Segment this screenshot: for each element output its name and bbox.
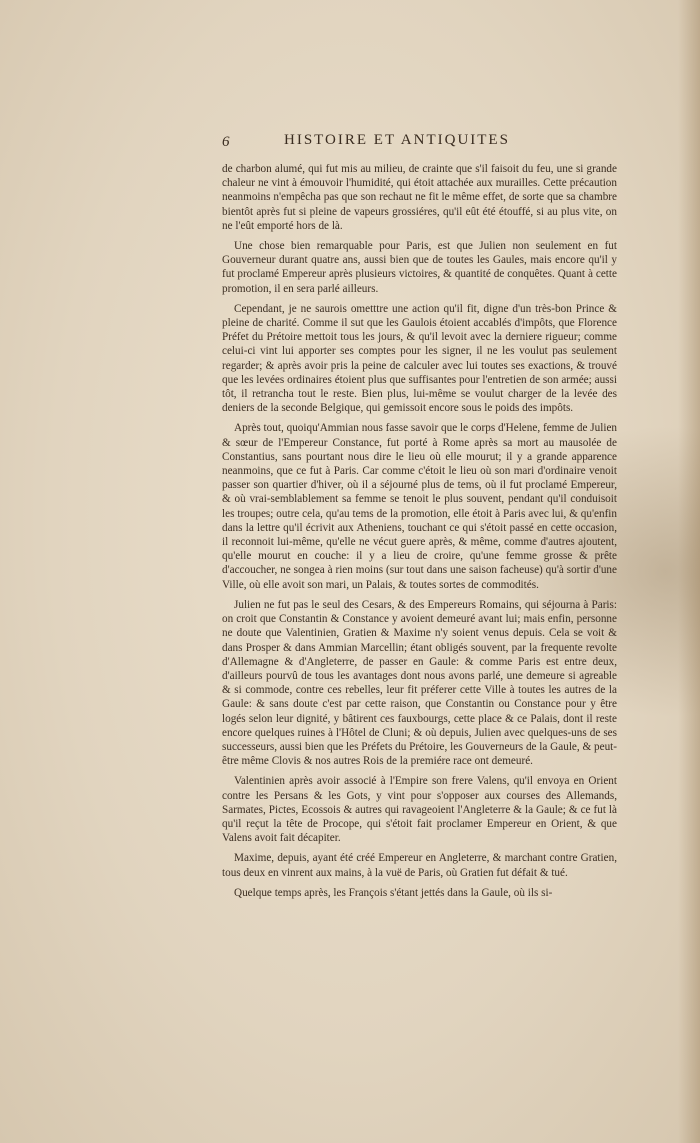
book-page bbox=[222, 132, 617, 906]
paragraph: Quelque temps après, les François s'étant jettés dans la Gaule, où ils si- bbox=[234, 886, 553, 899]
page-number: 6 bbox=[222, 134, 230, 150]
paragraph: Maxime, depuis, ayant été créé Empereur en Angleterre, & marchant contre Gratien, tous deux en vinrent aux mains, à la vuë de Paris, où Gratien fut défait & tué. bbox=[222, 852, 617, 879]
page-header bbox=[222, 132, 617, 156]
page-edge-shadow bbox=[678, 0, 700, 1143]
paragraph: Après tout, quoiqu'Ammian nous fasse savoir que le corps d'Helene, femme de Julien & sœur de l'Empereur Constance, fut porté à Rome après sa mort au mausolée de Constantius, sans pourtant nous dire le lieu où elle mourut; il y a grande apparence neanmoins, que ce fut à Paris. Car comme c'étoit le lieu où son mari d'ordinaire venoit passer son quartier d'hiver, où il a séjourné plus de tems, où il fut proclamé Empereur, & où vrai-semblablement sa femme se tenoit le plus souvent, pendant qu'il conduisoit les troupes; outre cela, qu'au tems de la promotion, elle étoit à Paris avec lui, & qu'enfin dans la lettre qu'il écrivit aux Atheniens, touchant ce qui s'étoit passé en cette occasion, il reconnoit lui-même, qu'elle ne vécut guere après, & même, comme d'autres ajoutent, qu'elle mourut en couche: il y a lieu de croire, qu'une femme grosse & prête d'accoucher, ne songea à rien moins (sur tout dans une saison facheuse) qu'à sortir d'une Ville, où elle avoit son mari, un Palais, & toutes sortes de commodités. bbox=[222, 422, 617, 591]
paragraph: Julien ne fut pas le seul des Cesars, & des Empereurs Romains, qui séjourna à Paris: on croit que Constantin & Constance y avoient demeuré avant lui; mais enfin, personne ne doute que Valentinien, Gratien & Maxime n'y soient venus depuis. Cela se voit & dans Prosper & dans Ammian Marcellin; étant obligés souvent, par la frequente revolte d'Allemagne & d'Angleterre, de passer en Gaule: & comme Paris est entre deux, d'ailleurs pourvû de tous les avantages dont nous avons parlé, une demeure si agreable & si commode, contre ces rebelles, leur fit préferer cette Ville à toutes les autres de la Gaule: & sans doute c'est par cette raison, que Constantin ou Constance pour y être logés selon leur dignité, y bâtirent ces fauxbourgs, cette place & ce Palais, dont il reste encore quelques ruines à l'Hôtel de Cluni; & où depuis, Julien avec quelques-uns de ses successeurs, aussi bien que les Préfets du Prétoire, les Gouverneurs de la Gaule, & peut-être même Clovis & nos autres Rois de la premiére race ont demeuré. bbox=[222, 598, 617, 768]
running-title: HISTOIRE ET ANTIQUITES bbox=[284, 132, 510, 148]
paragraph: Une chose bien remarquable pour Paris, est que Julien non seulement en fut Gouverneur durant quatre ans, aussi bien que de toutes les Gaules, mais encore qu'il y fut proclamé Empereur après plusieurs victoires, & quantité de conquêtes. Quant à cette promotion, il en sera parlé ailleurs. bbox=[222, 240, 617, 295]
paragraph: Cependant, je ne saurois ometttre une action qu'il fit, digne d'un très-bon Prince & pleine de charité. Comme il sut que les Gaulois étoient accablés d'impôts, que Florence Préfet du Prétoire mettoit tous les jours, & qu'il levoit avec la derniere rigueur; comme celui-ci vint lui apporter ses comptes pour les signer, il ne les voulut pas seulement regarder; & après avoir pris la peine de calculer avec lui toutes ses exactions, & trouvé que les levées ordinaires étoient plus que suffisantes pour l'entretien de son armée; aussi tôt, il retrancha tout le reste. Bien plus, lui-même se voulut charger de la levée des deniers de la seconde Belgique, qui gemissoit encore sous le poids des impôts. bbox=[222, 302, 617, 415]
body-text bbox=[222, 162, 617, 900]
paragraph: Valentinien après avoir associé à l'Empire son frere Valens, qu'il envoya en Orient contre les Persans & les Gots, y vint pour s'opposer aux courses des Allemands, Sarmates, Pictes, Ecossois & autres qui ravageoient l'Angleterre & la Gaule; & ce fut là qu'il reçut la tête de Procope, qui s'étoit fait proclamer Empereur en Orient, & que Valens avoit fait décapiter. bbox=[222, 775, 617, 845]
paragraph: de charbon alumé, qui fut mis au milieu, de crainte que s'il faisoit du feu, une si grande chaleur ne vint à émouvoir l'humidité, qui étoit attachée aux murailles. Cette précaution neanmoins n'empêcha pas que son rechaut ne fit le même effet, de sorte que sa chambre bientôt après fut si pleine de vapeurs grossiéres, qu'il eût été étouffé, si au plus vite, on ne l'eût emporté hors de là. bbox=[222, 163, 617, 232]
